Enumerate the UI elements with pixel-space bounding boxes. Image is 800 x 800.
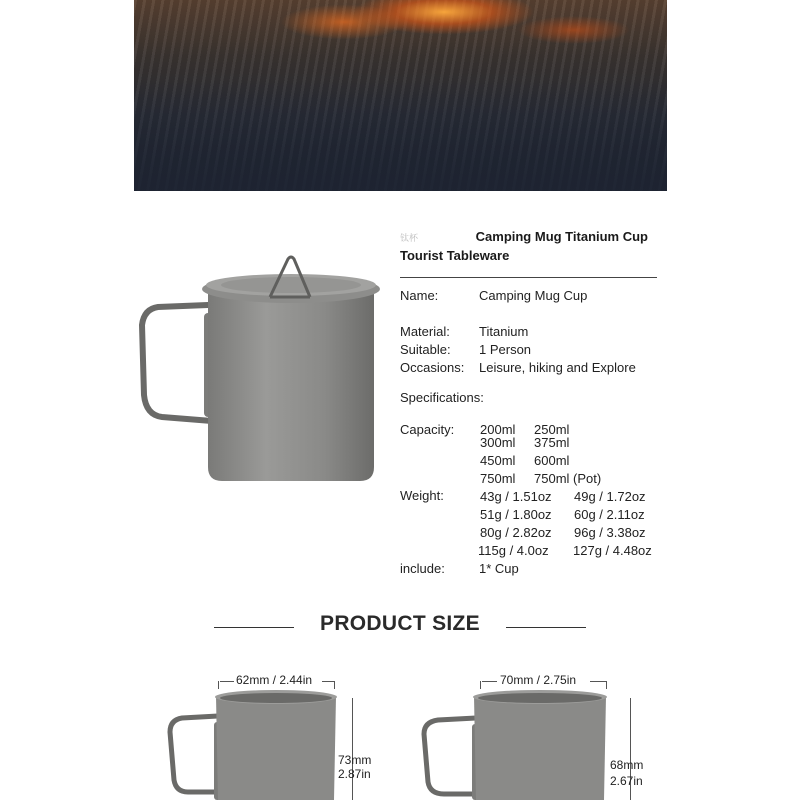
product-size-heading: PRODUCT SIZE — [320, 612, 480, 635]
material-label: Material: — [400, 324, 450, 339]
height-line — [352, 698, 353, 800]
capacity-value: 300ml — [480, 435, 516, 450]
product-info-panel — [400, 228, 662, 278]
weight-value: 127g / 4.48oz — [573, 543, 652, 558]
weight-value: 49g / 1.72oz — [574, 489, 646, 504]
suitable-label: Suitable: — [400, 342, 451, 357]
mug2-width-label: 70mm / 2.75in — [500, 673, 577, 687]
product-title-line2: Tourist Tableware — [400, 248, 510, 263]
heading-rule-right — [506, 627, 586, 628]
capacity-value: 250ml — [534, 422, 570, 437]
occasions-value: Leisure, hiking and Explore — [479, 360, 636, 375]
mug2-height-in: 2.67in — [610, 774, 643, 788]
mug1-image — [164, 688, 340, 800]
capacity-value: 450ml — [480, 453, 516, 468]
capacity-value: 375ml — [534, 435, 570, 450]
product-title — [400, 228, 662, 265]
material-value: Titanium — [479, 324, 529, 339]
weight-value: 115g / 4.0oz — [478, 543, 549, 558]
include-value: 1* Cup — [479, 561, 519, 576]
campfire-hero-image — [134, 0, 667, 191]
weight-value: 96g / 3.38oz — [574, 525, 646, 540]
capacity-label: Capacity: — [400, 422, 455, 437]
width-line — [220, 681, 234, 682]
capacity-value: 600ml — [534, 453, 570, 468]
name-value: Camping Mug Cup — [479, 288, 588, 303]
capacity-value: 750ml (Pot) — [534, 471, 602, 486]
occasions-label: Occasions: — [400, 360, 465, 375]
mug1-height-mm: 73mm — [338, 753, 372, 767]
product-title-line1: Camping Mug Titanium Cup — [475, 229, 648, 244]
mug2-image — [418, 688, 614, 800]
specifications-label: Specifications: — [400, 390, 484, 405]
product-title-faint: 钛杯 — [400, 233, 419, 243]
include-label: include: — [400, 561, 445, 576]
mug2-height-mm: 68mm — [610, 758, 644, 772]
suitable-value: 1 Person — [479, 342, 532, 357]
title-divider — [400, 277, 657, 278]
mug1-width-label: 62mm / 2.44in — [236, 673, 313, 687]
weight-value: 60g / 2.11oz — [574, 507, 645, 522]
width-line — [482, 681, 497, 682]
weight-label: Weight: — [400, 488, 444, 503]
name-label: Name: — [400, 288, 439, 303]
capacity-value: 200ml — [480, 422, 516, 437]
weight-value: 43g / 1.51oz — [480, 489, 552, 504]
mug1-height-in: 2.87in — [338, 767, 371, 781]
width-line — [590, 681, 606, 682]
weight-value: 51g / 1.80oz — [480, 507, 552, 522]
width-line — [322, 681, 334, 682]
capacity-value: 750ml — [480, 471, 516, 486]
titanium-mug-with-lid-image — [138, 255, 383, 487]
weight-value: 80g / 2.82oz — [480, 525, 552, 540]
